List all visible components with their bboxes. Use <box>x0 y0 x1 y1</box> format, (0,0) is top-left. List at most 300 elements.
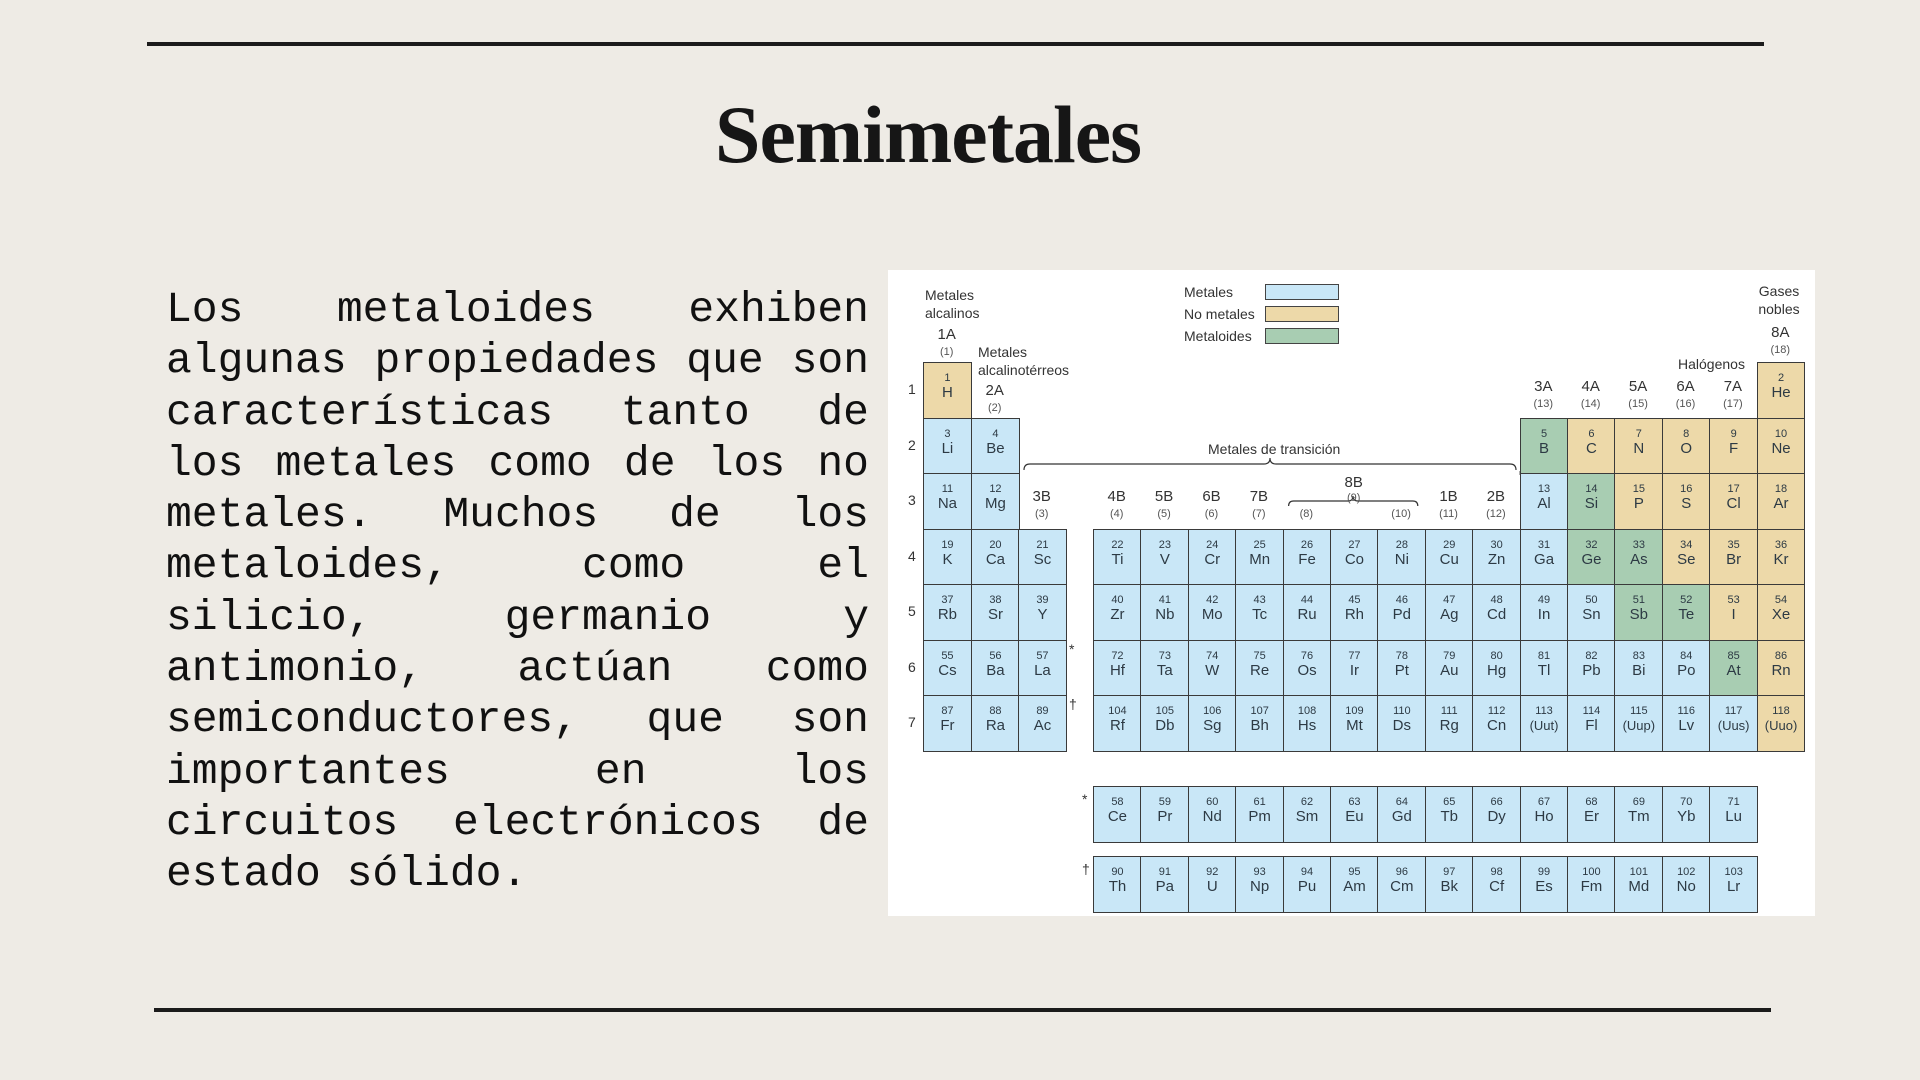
atomic-number: 22 <box>1111 538 1124 551</box>
element-symbol: Cn <box>1487 717 1507 734</box>
element-symbol: Y <box>1037 606 1048 623</box>
element-p <box>1614 473 1663 530</box>
group-label: 8B <box>1344 474 1363 491</box>
atomic-number: 31 <box>1537 538 1551 551</box>
atomic-number: 115 <box>1630 705 1648 717</box>
element-po <box>1662 640 1711 697</box>
element-symbol: Cf <box>1489 878 1505 895</box>
element-re <box>1235 640 1284 697</box>
element-symbol: Re <box>1250 661 1270 679</box>
element-yb <box>1662 786 1711 843</box>
element-symbol: P <box>1633 495 1644 512</box>
element-symbol: Es <box>1535 878 1553 895</box>
atomic-number: 76 <box>1300 649 1314 662</box>
element-au <box>1425 640 1474 697</box>
group-label: 8A <box>1771 324 1790 341</box>
atomic-number: 107 <box>1250 705 1269 717</box>
group-number: (18) <box>1770 344 1791 356</box>
atomic-number: 64 <box>1395 796 1408 808</box>
group-label: 4B <box>1107 488 1126 505</box>
element-mg <box>971 473 1020 530</box>
element-kr <box>1757 529 1806 586</box>
atomic-number: 88 <box>989 705 1002 717</box>
lanthanide-marker: * <box>1082 791 1088 807</box>
element-h <box>923 362 972 419</box>
element-mt <box>1330 695 1379 752</box>
element-symbol: Ga <box>1534 550 1555 568</box>
element-na <box>923 473 972 530</box>
atomic-number: 90 <box>1111 866 1124 878</box>
atomic-number: 14 <box>1585 483 1598 495</box>
element-cr <box>1188 529 1237 586</box>
element-symbol: No <box>1676 878 1696 895</box>
element-sn <box>1567 584 1616 641</box>
element-symbol: Nd <box>1202 808 1222 825</box>
element-symbol: Cl <box>1726 495 1741 512</box>
element-symbol: La <box>1034 661 1051 679</box>
element-sr <box>971 584 1020 641</box>
element-te <box>1662 584 1711 641</box>
atomic-number: 100 <box>1582 866 1601 878</box>
atomic-number: 13 <box>1537 483 1551 495</box>
label-transition-metals: Metales de transición <box>1208 441 1341 457</box>
element-symbol: W <box>1205 661 1220 679</box>
element-se <box>1662 529 1711 586</box>
atomic-number: 83 <box>1632 649 1645 662</box>
element-symbol: As <box>1630 550 1648 568</box>
element-fl <box>1567 695 1616 752</box>
element-symbol: Zr <box>1110 606 1125 623</box>
group-label: 5B <box>1154 488 1174 505</box>
group-number: (4) <box>1109 508 1124 520</box>
atomic-number: 21 <box>1036 538 1049 551</box>
atomic-number: 28 <box>1395 538 1408 551</box>
element-bi <box>1614 640 1663 697</box>
label-halogens: Halógenos <box>1678 356 1745 372</box>
element-sb <box>1614 584 1663 641</box>
atomic-number: 25 <box>1253 538 1266 551</box>
atomic-number: 94 <box>1300 866 1314 878</box>
element-ar <box>1757 473 1806 530</box>
element-pb <box>1567 640 1616 697</box>
atomic-number: 59 <box>1158 796 1171 808</box>
element-symbol: U <box>1206 878 1218 895</box>
element-lr <box>1709 856 1758 913</box>
label-alkali-metals: Metales alcalinos <box>925 287 980 321</box>
atomic-number: 55 <box>941 649 954 662</box>
element-fr <box>923 695 972 752</box>
atomic-number: 74 <box>1206 649 1219 662</box>
atomic-number: 33 <box>1632 538 1645 551</box>
element-symbol: (Uus) <box>1717 718 1750 733</box>
element-tc <box>1235 584 1284 641</box>
atomic-number: 1 <box>944 372 951 384</box>
element-symbol: Lr <box>1726 878 1741 895</box>
atomic-number: 89 <box>1036 705 1049 717</box>
atomic-number: 2 <box>1777 372 1785 384</box>
atomic-number: 96 <box>1395 866 1408 878</box>
element-ru <box>1283 584 1332 641</box>
atomic-number: 18 <box>1774 483 1788 495</box>
element-symbol: Ho <box>1534 808 1554 825</box>
atomic-number: 99 <box>1537 866 1551 878</box>
atomic-number: 77 <box>1348 649 1361 662</box>
atomic-number: 57 <box>1036 649 1049 662</box>
element-symbol: Tc <box>1252 606 1268 623</box>
group-number: (11) <box>1439 508 1458 520</box>
element-symbol: Sr <box>987 606 1003 623</box>
element-symbol: Kr <box>1773 550 1789 568</box>
label-noble-gases: Gases nobles <box>1758 283 1800 317</box>
atomic-number: 8 <box>1683 427 1690 440</box>
element-li <box>923 418 972 475</box>
group-number: (13) <box>1533 398 1554 410</box>
element-he <box>1757 362 1806 419</box>
element-ag <box>1425 584 1474 641</box>
element-symbol: Na <box>937 495 958 512</box>
element-symbol: Pm <box>1248 808 1271 825</box>
element-symbol: Pa <box>1155 878 1175 895</box>
element-nb <box>1140 584 1189 641</box>
element-ga <box>1520 529 1569 586</box>
element-symbol: Bi <box>1632 661 1646 679</box>
atomic-number: 86 <box>1774 649 1788 662</box>
element-np <box>1235 856 1284 913</box>
element-be <box>971 418 1020 475</box>
element-symbol: Mo <box>1201 606 1223 623</box>
element-symbol: O <box>1680 439 1693 457</box>
atomic-number: 20 <box>989 538 1002 551</box>
element-symbol: N <box>1633 439 1645 457</box>
atomic-number: 82 <box>1585 649 1598 662</box>
element-cl <box>1709 473 1758 530</box>
legend-swatch-nonmetal <box>1265 306 1339 322</box>
bottom-divider <box>154 1008 1771 1012</box>
atomic-number: 34 <box>1680 538 1693 551</box>
atomic-number: 7 <box>1635 427 1642 440</box>
group-label: 4A <box>1581 378 1600 395</box>
actinide-marker: † <box>1082 861 1090 877</box>
atomic-number: 56 <box>989 649 1002 662</box>
element-symbol: Cm <box>1390 878 1414 895</box>
atomic-number: 72 <box>1111 649 1124 662</box>
element-pa <box>1140 856 1189 913</box>
element-es <box>1520 856 1569 913</box>
legend-label: Metaloides <box>1184 328 1252 344</box>
element-symbol: Fm <box>1580 878 1603 895</box>
element-db <box>1140 695 1189 752</box>
element-w <box>1188 640 1237 697</box>
atomic-number: 37 <box>941 594 954 606</box>
element-symbol: Fr <box>940 717 955 734</box>
element-rn <box>1757 640 1806 697</box>
atomic-number: 70 <box>1680 796 1693 808</box>
atomic-number: 10 <box>1774 427 1788 440</box>
element-ne <box>1757 418 1806 475</box>
top-divider <box>147 42 1764 46</box>
atomic-number: 46 <box>1395 594 1408 606</box>
group-label: 1B <box>1439 488 1458 505</box>
atomic-number: 9 <box>1730 427 1737 440</box>
periodic-table-image <box>888 270 1815 916</box>
atomic-number: 98 <box>1490 866 1503 878</box>
element-k <box>923 529 972 586</box>
atomic-number: 54 <box>1774 594 1788 606</box>
element-symbol: Ce <box>1107 808 1128 825</box>
element-pr <box>1140 786 1189 843</box>
atomic-number: 40 <box>1111 594 1124 606</box>
group-label: 1A <box>937 326 956 343</box>
element-rb <box>923 584 972 641</box>
group-number: (6) <box>1204 508 1219 520</box>
atomic-number: 26 <box>1300 538 1314 551</box>
element-symbol: S <box>1681 495 1692 512</box>
element-symbol: Ne <box>1771 439 1791 457</box>
element-symbol: Te <box>1678 606 1695 623</box>
element-symbol: Pu <box>1297 878 1317 895</box>
element-symbol: Pd <box>1392 606 1412 623</box>
period-label: 2 <box>908 436 916 453</box>
element-nd <box>1188 786 1237 843</box>
element-sc <box>1018 529 1067 586</box>
element-symbol: Sg <box>1203 717 1222 734</box>
atomic-number: 6 <box>1588 427 1595 440</box>
atomic-number: 24 <box>1206 538 1219 551</box>
period-label: 3 <box>908 492 916 508</box>
legend-label: No metales <box>1184 306 1255 322</box>
period-label: 4 <box>908 547 916 564</box>
legend-label: Metales <box>1184 284 1234 300</box>
element-symbol: Nb <box>1155 606 1175 623</box>
element-symbol: Li <box>941 439 954 457</box>
group-number: (8) <box>1299 508 1314 520</box>
element-symbol: Ir <box>1349 661 1360 679</box>
element-c <box>1567 418 1616 475</box>
atomic-number: 16 <box>1680 483 1693 495</box>
element-symbol: Cr <box>1204 550 1221 568</box>
atomic-number: 97 <box>1443 866 1456 878</box>
element-rg <box>1425 695 1474 752</box>
element-symbol: Cu <box>1439 550 1459 568</box>
atomic-number: 50 <box>1585 594 1598 606</box>
atomic-number: 111 <box>1440 705 1458 717</box>
element-symbol: Co <box>1344 550 1365 568</box>
element-uuo <box>1757 695 1806 752</box>
element-f <box>1709 418 1758 475</box>
element-symbol: Ni <box>1394 550 1409 568</box>
element-ni <box>1377 529 1426 586</box>
element-symbol: B <box>1539 439 1550 457</box>
element-symbol: Tb <box>1440 808 1458 825</box>
element-symbol: Ra <box>985 717 1006 734</box>
atomic-number: 4 <box>992 427 999 440</box>
element-cn <box>1472 695 1521 752</box>
atomic-number: 114 <box>1582 705 1601 717</box>
element-symbol: (Uup) <box>1622 718 1656 733</box>
element-ds <box>1377 695 1426 752</box>
atomic-number: 29 <box>1443 538 1456 551</box>
atomic-number: 3 <box>944 427 951 440</box>
atomic-number: 118 <box>1772 705 1790 717</box>
atomic-number: 49 <box>1537 594 1551 606</box>
element-cd <box>1472 584 1521 641</box>
atomic-number: 105 <box>1155 705 1175 717</box>
element-er <box>1567 786 1616 843</box>
element-symbol: He <box>1771 384 1791 401</box>
element-am <box>1330 856 1379 913</box>
element-i <box>1709 584 1758 641</box>
element-symbol: Hf <box>1109 661 1125 679</box>
atomic-number: 103 <box>1724 866 1743 878</box>
lanthanide-marker: * <box>1069 641 1075 657</box>
element-sm <box>1283 786 1332 843</box>
atomic-number: 101 <box>1629 866 1649 878</box>
element-symbol: Eu <box>1345 808 1364 825</box>
group-number: (17) <box>1723 398 1743 410</box>
group-label: 5A <box>1628 378 1648 395</box>
element-symbol: Rg <box>1439 717 1459 734</box>
element-symbol: Ca <box>985 550 1006 568</box>
atomic-number: 75 <box>1253 649 1266 662</box>
atomic-number: 65 <box>1443 796 1456 808</box>
group-number: (1) <box>939 346 954 358</box>
group-label: 7A <box>1723 378 1743 395</box>
atomic-number: 93 <box>1253 866 1266 878</box>
element-symbol: Lu <box>1725 808 1742 825</box>
element-fe <box>1283 529 1332 586</box>
atomic-number: 79 <box>1443 649 1456 662</box>
element-mn <box>1235 529 1284 586</box>
element-v <box>1140 529 1189 586</box>
element-bk <box>1425 856 1474 913</box>
element-hg <box>1472 640 1521 697</box>
label-alkaline-earth-metals: Metales alcalinotérreos <box>978 344 1070 378</box>
atomic-number: 102 <box>1677 866 1696 878</box>
element-os <box>1283 640 1332 697</box>
element-symbol: Ds <box>1392 717 1411 734</box>
element-symbol: Ge <box>1581 550 1602 568</box>
element-lu <box>1709 786 1758 843</box>
element-s <box>1662 473 1711 530</box>
atomic-number: 45 <box>1348 594 1361 606</box>
element-fm <box>1567 856 1616 913</box>
atomic-number: 109 <box>1345 705 1364 717</box>
atomic-number: 84 <box>1680 649 1693 662</box>
atomic-number: 58 <box>1111 796 1124 808</box>
element-symbol: At <box>1726 661 1741 679</box>
element-ca <box>971 529 1020 586</box>
element-symbol: Rb <box>937 606 958 623</box>
atomic-number: 66 <box>1490 796 1503 808</box>
element-gd <box>1377 786 1426 843</box>
element-symbol: Pb <box>1582 661 1601 679</box>
atomic-number: 52 <box>1680 594 1693 606</box>
group-label: 3A <box>1534 378 1553 395</box>
element-symbol: Tl <box>1537 661 1551 679</box>
atomic-number: 44 <box>1300 594 1314 606</box>
element-symbol: K <box>942 550 953 568</box>
element-symbol: Pr <box>1157 808 1173 825</box>
element-symbol: Pt <box>1394 661 1409 679</box>
element-symbol: Hs <box>1297 717 1317 734</box>
atomic-number: 69 <box>1632 796 1645 808</box>
element-tl <box>1520 640 1569 697</box>
atomic-number: 73 <box>1158 649 1171 662</box>
element-o <box>1662 418 1711 475</box>
element-si <box>1567 473 1616 530</box>
legend-swatch-metal <box>1265 284 1339 300</box>
element-in <box>1520 584 1569 641</box>
element-symbol: (Uuo) <box>1764 718 1798 733</box>
element-symbol: Ti <box>1111 550 1124 568</box>
atomic-number: 35 <box>1727 538 1740 551</box>
atomic-number: 113 <box>1535 705 1553 717</box>
element-ac <box>1018 695 1067 752</box>
element-symbol: Rh <box>1344 606 1365 623</box>
element-zn <box>1472 529 1521 586</box>
group-number: (5) <box>1157 508 1171 520</box>
element-br <box>1709 529 1758 586</box>
element-symbol: Sc <box>1033 550 1052 568</box>
atomic-number: 81 <box>1537 649 1551 662</box>
element-symbol: F <box>1729 439 1739 457</box>
element-symbol: Bk <box>1440 878 1458 895</box>
element-symbol: Cd <box>1487 606 1507 623</box>
element-rf <box>1093 695 1142 752</box>
atomic-number: 62 <box>1300 796 1314 808</box>
element-ge <box>1567 529 1616 586</box>
atomic-number: 53 <box>1727 594 1740 606</box>
element-symbol: Mn <box>1249 550 1271 568</box>
atomic-number: 80 <box>1490 649 1503 662</box>
element-symbol: Bh <box>1250 717 1269 734</box>
element-symbol: V <box>1159 550 1170 568</box>
atomic-number: 71 <box>1727 796 1740 808</box>
atomic-number: 63 <box>1348 796 1361 808</box>
element-symbol: H <box>942 384 953 401</box>
atomic-number: 68 <box>1585 796 1598 808</box>
element-ra <box>971 695 1020 752</box>
legend-swatch-metalloid <box>1265 328 1339 344</box>
group-label: 6B <box>1202 488 1221 505</box>
element-cs <box>923 640 972 697</box>
atomic-number: 15 <box>1632 483 1645 495</box>
element-symbol: Ar <box>1773 495 1789 512</box>
element-tb <box>1425 786 1474 843</box>
element-symbol: Br <box>1726 550 1742 568</box>
element-symbol: Ac <box>1033 717 1052 734</box>
period-label: 6 <box>908 658 916 675</box>
atomic-number: 12 <box>989 483 1002 495</box>
group-number: (14) <box>1580 398 1601 410</box>
group-number: (10) <box>1391 508 1411 520</box>
group-label: 2B <box>1486 488 1506 505</box>
element-uup <box>1614 695 1663 752</box>
period-label: 7 <box>908 714 916 730</box>
atomic-number: 104 <box>1108 705 1127 717</box>
element-al <box>1520 473 1569 530</box>
atomic-number: 43 <box>1253 594 1266 606</box>
element-uus <box>1709 695 1758 752</box>
element-symbol: Th <box>1108 878 1127 895</box>
element-symbol: Os <box>1297 661 1317 679</box>
element-la <box>1018 640 1067 697</box>
element-xe <box>1757 584 1806 641</box>
atomic-number: 116 <box>1677 705 1696 717</box>
actinide-marker: † <box>1069 696 1077 712</box>
atomic-number: 23 <box>1158 538 1171 551</box>
element-no <box>1662 856 1711 913</box>
